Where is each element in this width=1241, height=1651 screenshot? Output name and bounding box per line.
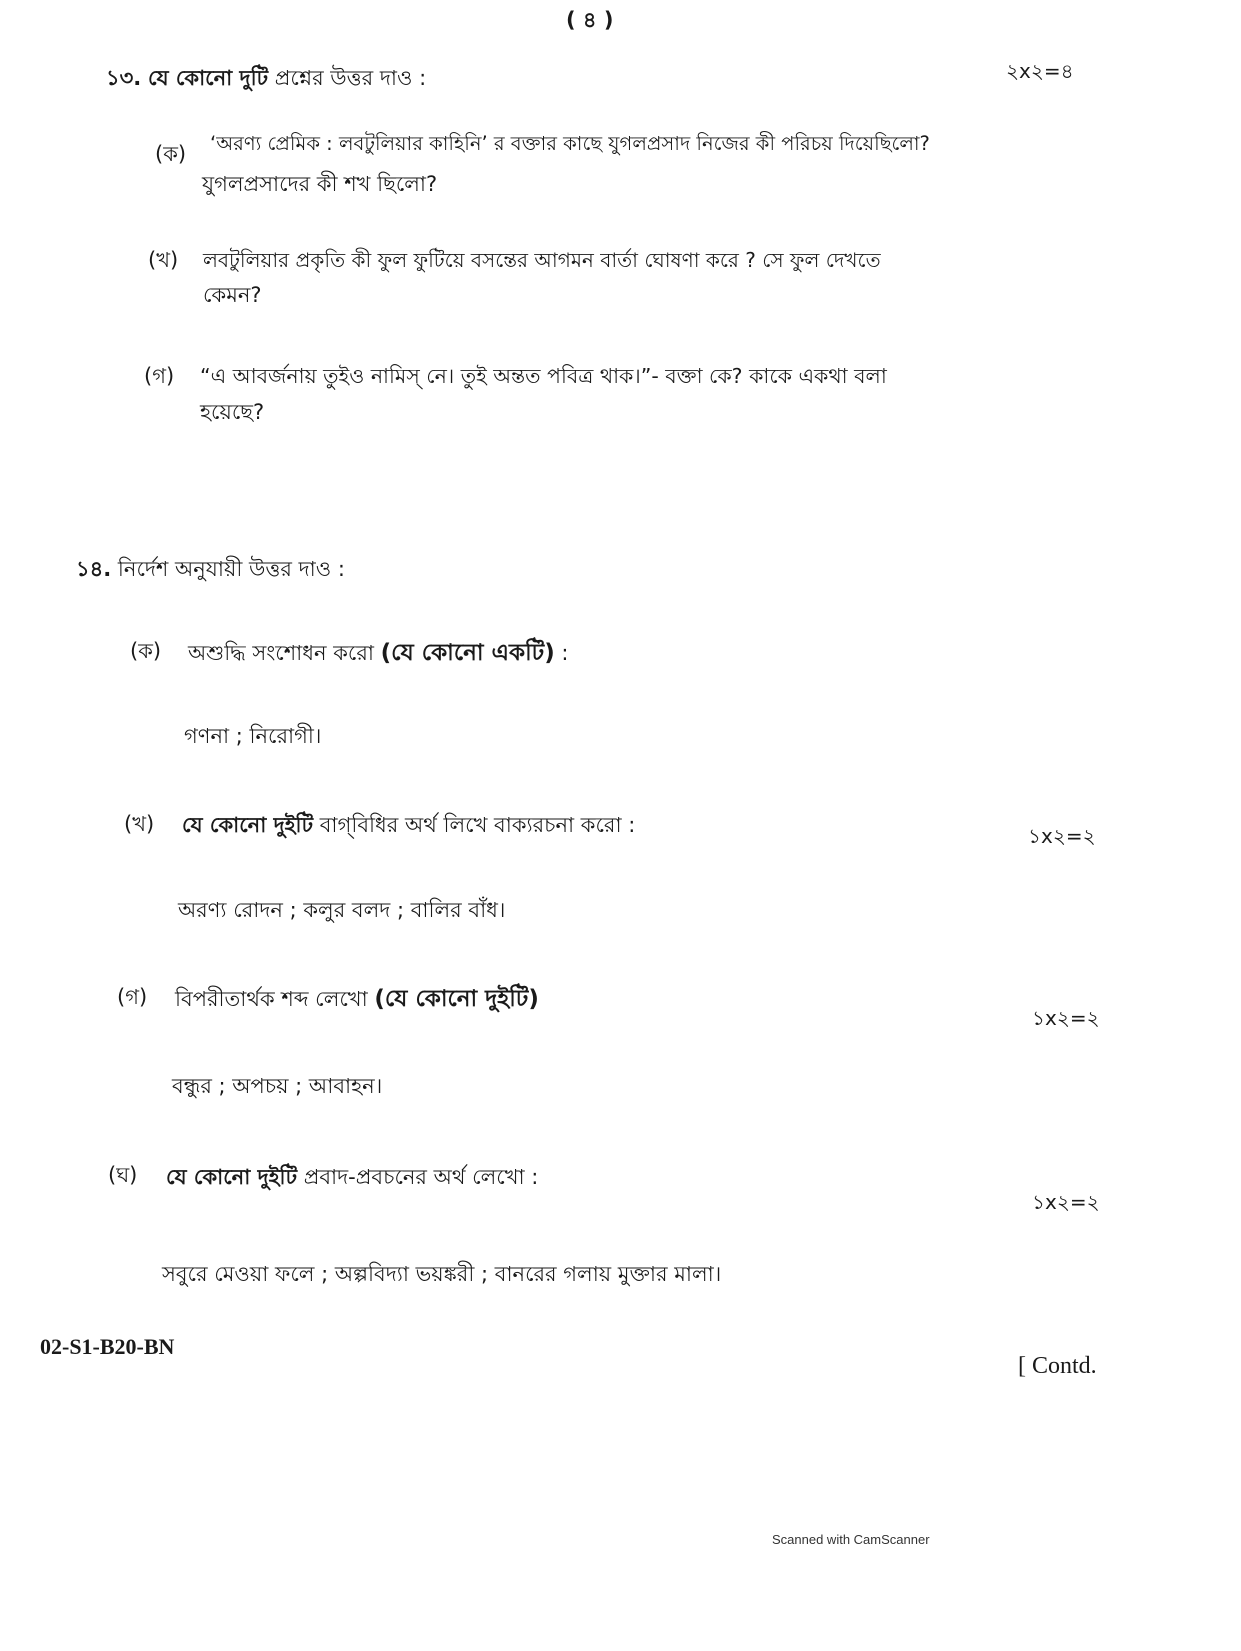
q14-d-bold: যে কোনো দুইটি bbox=[166, 1165, 298, 1189]
question-13-marks: ২x২=৪ bbox=[1006, 59, 1074, 83]
q14-b-marks: ১x২=২ bbox=[1028, 824, 1096, 848]
q13-item-ka-line2: যুগলপ্রসাদের কী শখ ছিলো? bbox=[202, 172, 438, 196]
q14-b-bold: যে কোনো দুইটি bbox=[182, 813, 314, 837]
q14-a-bold: (যে কোনো একটি) bbox=[380, 640, 555, 666]
q14-a-items: গণনা ; নিরোগী। bbox=[184, 724, 322, 748]
q13-item-kha-line2: কেমন? bbox=[203, 283, 262, 307]
question-number: ১৩. bbox=[106, 66, 142, 90]
q13-item-kha-label: (খ) bbox=[148, 248, 179, 272]
q14-c-prompt bbox=[175, 986, 539, 1014]
q14-d-label: (ঘ) bbox=[108, 1163, 138, 1187]
question-13-heading bbox=[106, 66, 426, 91]
q14-d-items: সবুরে মেওয়া ফলে ; অল্পবিদ্যা ভয়ঙ্করী ; বানরের গলায় মুক্তার মালা। bbox=[162, 1262, 722, 1286]
q14-c-items: বন্ধুর ; অপচয় ; আবাহন। bbox=[172, 1074, 383, 1098]
q14-d-text: প্রবাদ-প্রবচনের অর্থ লেখো : bbox=[297, 1165, 539, 1189]
page-number: ( ৪ ) bbox=[566, 8, 614, 32]
q14-c-label: (গ) bbox=[117, 985, 148, 1009]
q14-b-prompt bbox=[182, 813, 635, 838]
paper-code: 02-S1-B20-BN bbox=[40, 1334, 175, 1359]
q14-a-prompt bbox=[188, 640, 568, 668]
q13-item-ka-line1: ‘অরণ্য প্রেমিক : লবটুলিয়ার কাহিনি’ র বক্তার কাছে যুগলপ্রসাদ নিজের কী পরিচয় দিয়েছিলো? bbox=[210, 132, 930, 155]
q14-a-text: অশুদ্ধি সংশোধন করো bbox=[188, 641, 374, 665]
q13-item-ga-line1: “এ আবর্জনায় তুইও নামিস্ নে। তুই অন্তত পবিত্র থাক।”- বক্তা কে? কাকে একথা বলা bbox=[200, 364, 887, 388]
question-instruction: প্রশ্নের উত্তর দাও : bbox=[274, 66, 427, 90]
q14-c-bold: (যে কোনো দুইটি) bbox=[374, 986, 539, 1012]
q14-d-prompt bbox=[166, 1165, 538, 1190]
question-number: ১৪. bbox=[76, 557, 112, 581]
q14-a-label: (ক) bbox=[130, 639, 162, 663]
q14-d-marks: ১x২=২ bbox=[1032, 1190, 1100, 1214]
q14-c-text: বিপরীতার্থক শব্দ লেখো bbox=[175, 987, 375, 1011]
q14-c-marks: ১x২=২ bbox=[1032, 1006, 1100, 1030]
q14-b-text: বাগ্‌বিধির অর্থ লিখে বাক্যরচনা করো : bbox=[313, 813, 636, 837]
q13-item-ka-label: (ক) bbox=[155, 142, 187, 166]
question-instruction: নির্দেশ অনুযায়ী উত্তর দাও : bbox=[117, 557, 345, 581]
q13-item-kha-line1: লবটুলিয়ার প্রকৃতি কী ফুল ফুটিয়ে বসন্তের আগমন বার্তা ঘোষণা করে ? সে ফুল দেখতে bbox=[203, 248, 881, 272]
question-14-heading bbox=[76, 557, 345, 582]
scanner-watermark: Scanned with CamScanner bbox=[772, 1532, 930, 1547]
q13-item-ga-line2: হয়েছে? bbox=[200, 400, 265, 424]
continued-label: [ Contd. bbox=[1018, 1353, 1097, 1379]
q13-item-ga-label: (গ) bbox=[144, 364, 175, 388]
q14-a-suffix: : bbox=[554, 641, 569, 665]
question-emphasis: যে কোনো দুটি bbox=[147, 66, 269, 90]
q14-b-items: অরণ্য রোদন ; কলুর বলদ ; বালির বাঁধ। bbox=[178, 898, 506, 922]
q14-b-label: (খ) bbox=[124, 812, 155, 836]
